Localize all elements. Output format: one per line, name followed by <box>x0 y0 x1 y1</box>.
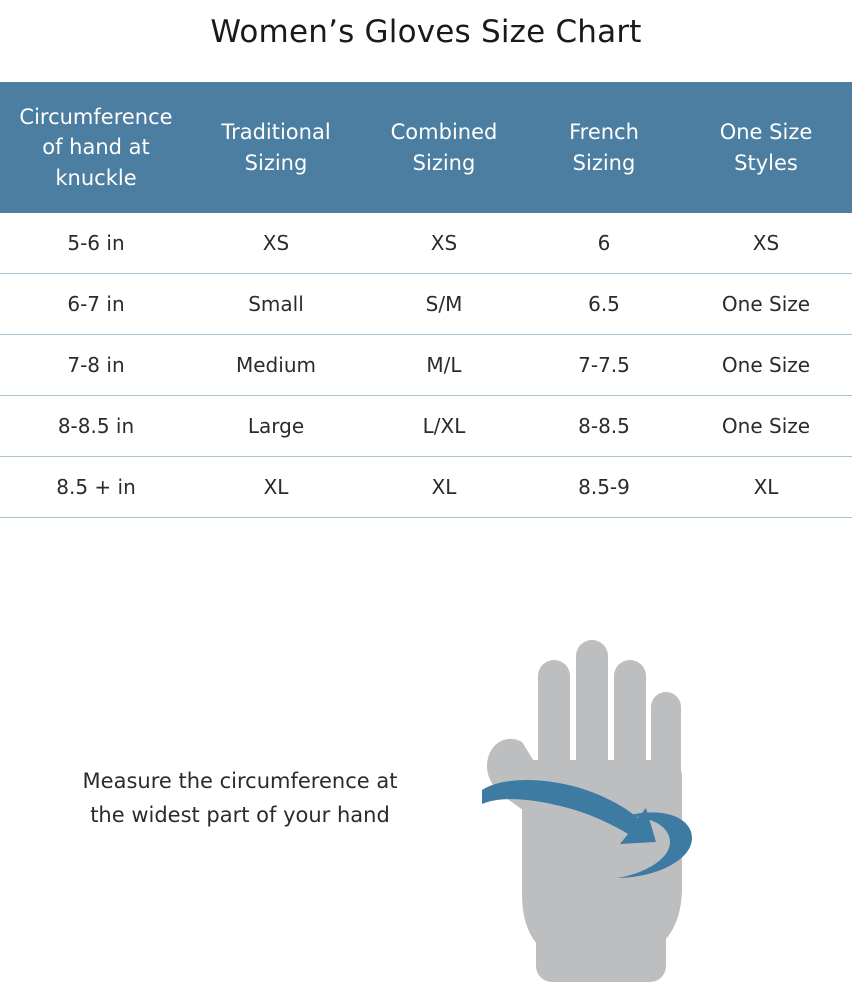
table-row <box>0 396 852 457</box>
table-header <box>0 82 852 213</box>
measurement-caption <box>40 765 440 832</box>
column-header-circumference: Circumference of hand at knuckle <box>0 82 192 213</box>
cell-one-size: One Size <box>680 396 852 457</box>
cell-circumference: 6-7 in <box>0 274 192 335</box>
cell-french: 8.5-9 <box>528 457 680 518</box>
hand-measurement-figure <box>430 620 760 990</box>
cell-combined: L/XL <box>360 396 528 457</box>
table-body <box>0 213 852 518</box>
cell-traditional: XS <box>192 213 360 274</box>
table-row <box>0 213 852 274</box>
cell-traditional: Large <box>192 396 360 457</box>
table-row <box>0 457 852 518</box>
caption-line-1: Measure the circumference at <box>82 769 398 793</box>
cell-traditional: Small <box>192 274 360 335</box>
cell-traditional: XL <box>192 457 360 518</box>
column-header-french-sizing: French Sizing <box>528 82 680 213</box>
cell-french: 8-8.5 <box>528 396 680 457</box>
page-title: Women’s Gloves Size Chart <box>210 14 642 50</box>
cell-one-size: XS <box>680 213 852 274</box>
cell-french: 6.5 <box>528 274 680 335</box>
cell-combined: S/M <box>360 274 528 335</box>
cell-circumference: 7-8 in <box>0 335 192 396</box>
column-header-combined-sizing: Combined Sizing <box>360 82 528 213</box>
cell-one-size: One Size <box>680 274 852 335</box>
cell-combined: XS <box>360 213 528 274</box>
column-header-traditional-sizing: Traditional Sizing <box>192 82 360 213</box>
column-header-one-size-styles: One Size Styles <box>680 82 852 213</box>
cell-combined: M/L <box>360 335 528 396</box>
cell-french: 6 <box>528 213 680 274</box>
cell-circumference: 5-6 in <box>0 213 192 274</box>
table-header-row <box>0 82 852 213</box>
cell-circumference: 8-8.5 in <box>0 396 192 457</box>
table-row <box>0 274 852 335</box>
size-chart-table <box>0 82 852 518</box>
cell-one-size: XL <box>680 457 852 518</box>
measurement-instructions-section <box>0 620 852 1000</box>
table-row <box>0 335 852 396</box>
cell-combined: XL <box>360 457 528 518</box>
cell-circumference: 8.5 + in <box>0 457 192 518</box>
caption-line-2: the widest part of your hand <box>90 802 390 827</box>
cell-traditional: Medium <box>192 335 360 396</box>
cell-one-size: One Size <box>680 335 852 396</box>
cell-french: 7-7.5 <box>528 335 680 396</box>
